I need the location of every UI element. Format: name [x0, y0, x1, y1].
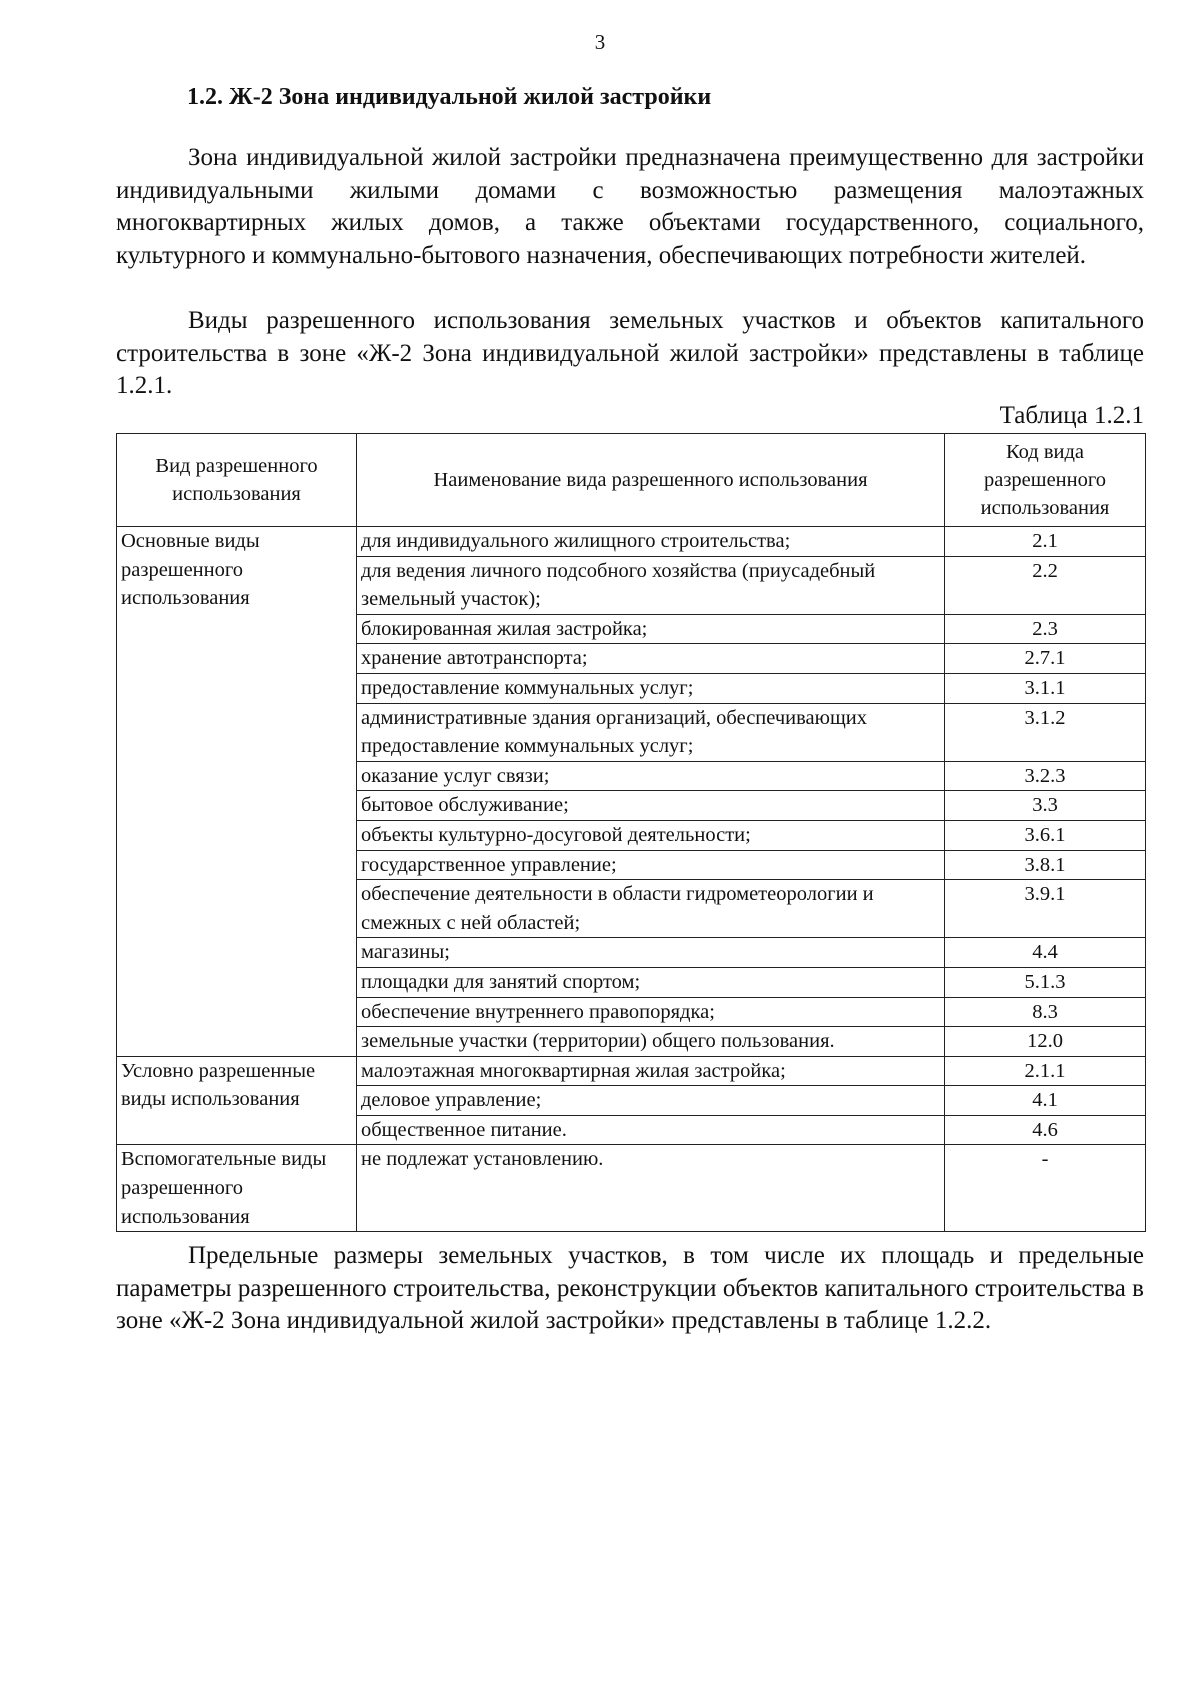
use-category-cell: Основные виды разрешенного использования — [117, 527, 357, 1057]
table-body — [117, 527, 1146, 1232]
use-name-cell: для индивидуального жилищного строительства; — [357, 527, 945, 557]
use-code-cell: 2.1 — [945, 527, 1146, 557]
use-name-cell: для ведения личного подсобного хозяйства (приусадебный земельный участок); — [357, 556, 945, 614]
use-category-cell: Вспомогательные виды разрешенного использования — [117, 1145, 357, 1232]
table-row — [117, 1056, 1146, 1086]
use-code-cell: 3.3 — [945, 791, 1146, 821]
use-code-cell: 2.3 — [945, 614, 1146, 644]
use-code-cell: 4.4 — [945, 938, 1146, 968]
use-code-cell: 3.6.1 — [945, 820, 1146, 850]
header-use-code: Код вида разрешенного использования — [945, 434, 1146, 527]
header-use-name: Наименование вида разрешенного использования — [357, 434, 945, 527]
table-caption: Таблица 1.2.1 — [999, 402, 1144, 429]
use-code-cell: 3.2.3 — [945, 761, 1146, 791]
use-code-cell: 3.1.2 — [945, 703, 1146, 761]
use-name-cell: обеспечение деятельности в области гидрометеорологии и смежных с ней областей; — [357, 880, 945, 938]
use-code-cell: 2.2 — [945, 556, 1146, 614]
use-name-cell: хранение автотранспорта; — [357, 644, 945, 674]
use-code-cell: 2.1.1 — [945, 1056, 1146, 1086]
permitted-uses-table — [116, 433, 1146, 1232]
use-name-cell: магазины; — [357, 938, 945, 968]
use-code-cell: - — [945, 1145, 1146, 1232]
use-name-cell: общественное питание. — [357, 1115, 945, 1145]
use-name-cell: предоставление коммунальных услуг; — [357, 673, 945, 703]
use-name-cell: деловое управление; — [357, 1086, 945, 1116]
header-use-type: Вид разрешенного использования — [117, 434, 357, 527]
use-code-cell: 4.6 — [945, 1115, 1146, 1145]
use-code-cell: 8.3 — [945, 997, 1146, 1027]
use-code-cell: 3.9.1 — [945, 880, 1146, 938]
use-code-cell: 3.8.1 — [945, 850, 1146, 880]
table-header-row — [117, 434, 1146, 527]
use-name-cell: площадки для занятий спортом; — [357, 967, 945, 997]
use-code-cell: 2.7.1 — [945, 644, 1146, 674]
use-name-cell: объекты культурно-досуговой деятельности; — [357, 820, 945, 850]
closing-paragraph: Предельные размеры земельных участков, в том числе их площадь и предельные параметры разрешенного строительства, реконструкции объектов капитального строительства в зоне «Ж-2 Зона индивидуальной жилой застройки» представлены в таблице 1.2.2. — [116, 1242, 1144, 1334]
use-name-cell: малоэтажная многоквартирная жилая застройка; — [357, 1056, 945, 1086]
use-name-cell: бытовое обслуживание; — [357, 791, 945, 821]
use-name-cell: государственное управление; — [357, 850, 945, 880]
use-code-cell: 12.0 — [945, 1027, 1146, 1057]
use-name-cell: блокированная жилая застройка; — [357, 614, 945, 644]
table-row — [117, 527, 1146, 557]
use-code-cell: 4.1 — [945, 1086, 1146, 1116]
use-name-cell: оказание услуг связи; — [357, 761, 945, 791]
table-reference-paragraph: Виды разрешенного использования земельных участков и объектов капитального строительства в зоне «Ж-2 Зона индивидуальной жилой застройки» представлены в таблице 1.2.1. — [116, 307, 1144, 399]
page-number: 3 — [594, 30, 606, 54]
use-name-cell: административные здания организаций, обеспечивающих предоставление коммунальных услуг; — [357, 703, 945, 761]
use-code-cell: 5.1.3 — [945, 967, 1146, 997]
section-heading: 1.2. Ж-2 Зона индивидуальной жилой застройки — [187, 84, 712, 110]
use-code-cell: 3.1.1 — [945, 673, 1146, 703]
intro-paragraph: Зона индивидуальной жилой застройки предназначена преимущественно для застройки индивидуальными жилыми домами с возможностью размещения малоэтажных многоквартирных жилых домов, а также объектами государственного, социального, культурного и коммунально-бытового назначения, обеспечивающих потребности жителей. — [116, 144, 1144, 269]
use-name-cell: земельные участки (территории) общего пользования. — [357, 1027, 945, 1057]
use-name-cell: не подлежат установлению. — [357, 1145, 945, 1232]
table-row — [117, 1145, 1146, 1232]
use-name-cell: обеспечение внутреннего правопорядка; — [357, 997, 945, 1027]
use-category-cell: Условно разрешенные виды использования — [117, 1056, 357, 1145]
